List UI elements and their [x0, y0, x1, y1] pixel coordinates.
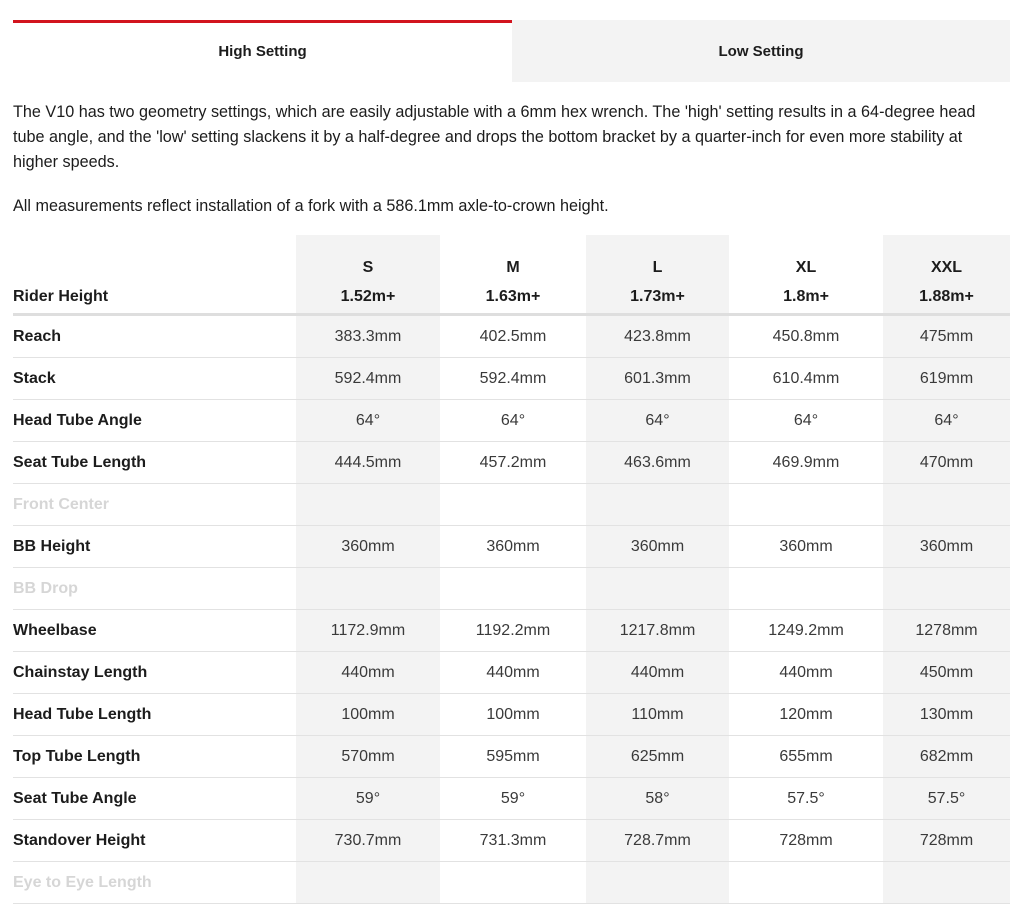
size-header-blank	[13, 235, 296, 280]
table-cell: 402.5mm	[440, 315, 586, 358]
rider-height-value: 1.73m+	[586, 280, 729, 315]
table-row	[13, 736, 1010, 778]
table-row	[13, 862, 1010, 904]
size-header: M	[506, 259, 520, 276]
size-header: L	[586, 235, 729, 280]
table-cell	[729, 568, 883, 610]
table-cell: 592.4mm	[440, 358, 586, 400]
table-row	[13, 484, 1010, 526]
table-cell: 64°	[883, 400, 1010, 442]
table-cell: 730.7mm	[296, 820, 440, 862]
table-cell	[883, 484, 1010, 526]
table-cell: 57.5°	[729, 778, 883, 820]
table-cell: 457.2mm	[440, 442, 586, 484]
row-label: Eye to Eye Length	[13, 862, 296, 904]
table-cell: 360mm	[296, 526, 440, 568]
table-cell: 469.9mm	[729, 442, 883, 484]
table-cell: 360mm	[440, 526, 586, 568]
table-cell: 64°	[296, 400, 440, 442]
table-cell: 1217.8mm	[586, 610, 729, 652]
table-cell: 440mm	[296, 652, 440, 694]
table-cell: 731.3mm	[440, 820, 586, 862]
table-cell	[296, 568, 440, 610]
table-cell: 59°	[440, 778, 586, 820]
table-cell	[296, 862, 440, 904]
table-cell: 475mm	[883, 315, 1010, 358]
rider-height-value: 1.52m+	[296, 280, 440, 315]
row-label: Top Tube Length	[13, 736, 296, 778]
table-cell: 601.3mm	[586, 358, 729, 400]
table-cell: 423.8mm	[586, 315, 729, 358]
table-cell: 595mm	[440, 736, 586, 778]
table-row	[13, 526, 1010, 568]
table-cell	[883, 862, 1010, 904]
size-header: XXL	[883, 235, 1010, 280]
table-cell: 592.4mm	[296, 358, 440, 400]
table-cell: 440mm	[729, 652, 883, 694]
table-row	[13, 568, 1010, 610]
row-label: Seat Tube Angle	[13, 778, 296, 820]
table-row	[13, 778, 1010, 820]
row-label: BB Height	[13, 526, 296, 568]
geometry-setting-tabs	[13, 20, 1010, 82]
table-row	[13, 820, 1010, 862]
table-cell	[729, 862, 883, 904]
table-cell: 100mm	[296, 694, 440, 736]
row-label: Chainstay Length	[13, 652, 296, 694]
size-header: XL	[795, 259, 817, 276]
table-cell: 360mm	[729, 526, 883, 568]
table-cell: 64°	[586, 400, 729, 442]
table-cell: 1172.9mm	[296, 610, 440, 652]
table-cell: 1192.2mm	[440, 610, 586, 652]
table-cell: 130mm	[883, 694, 1010, 736]
table-cell	[729, 484, 883, 526]
table-row	[13, 358, 1010, 400]
table-cell	[883, 568, 1010, 610]
row-label: Head Tube Length	[13, 694, 296, 736]
table-cell: 64°	[440, 400, 586, 442]
table-row	[13, 610, 1010, 652]
table-cell: 450mm	[883, 652, 1010, 694]
table-cell: 570mm	[296, 736, 440, 778]
row-label: Front Center	[13, 484, 296, 526]
table-cell: 728mm	[883, 820, 1010, 862]
geometry-table-body	[13, 315, 1010, 904]
table-cell: 682mm	[883, 736, 1010, 778]
row-label: Stack	[13, 358, 296, 400]
table-row	[13, 400, 1010, 442]
table-cell: 59°	[296, 778, 440, 820]
row-label: BB Drop	[13, 568, 296, 610]
tab-high-setting[interactable]: High Setting	[13, 20, 512, 82]
table-cell	[440, 862, 586, 904]
table-cell: 728mm	[729, 820, 883, 862]
table-cell: 440mm	[586, 652, 729, 694]
row-label: Seat Tube Length	[13, 442, 296, 484]
table-row	[13, 694, 1010, 736]
table-cell	[440, 568, 586, 610]
table-cell: 360mm	[586, 526, 729, 568]
table-cell: 728.7mm	[586, 820, 729, 862]
geometry-table	[13, 235, 1010, 904]
table-cell	[440, 484, 586, 526]
table-row	[13, 442, 1010, 484]
table-cell: 64°	[729, 400, 883, 442]
table-cell: 383.3mm	[296, 315, 440, 358]
fork-measurement-note: All measurements reflect installation of a fork with a 586.1mm axle-to-crown height.	[13, 197, 609, 215]
table-cell: 1278mm	[883, 610, 1010, 652]
table-cell: 120mm	[729, 694, 883, 736]
rider-height-label: Rider Height	[13, 280, 296, 315]
table-cell: 360mm	[883, 526, 1010, 568]
tab-low-setting[interactable]: Low Setting	[512, 20, 1010, 82]
table-cell: 58°	[586, 778, 729, 820]
row-label: Wheelbase	[13, 610, 296, 652]
size-header: S	[296, 235, 440, 280]
table-row	[13, 315, 1010, 358]
table-cell: 57.5°	[883, 778, 1010, 820]
table-cell: 1249.2mm	[729, 610, 883, 652]
table-row	[13, 652, 1010, 694]
row-label: Standover Height	[13, 820, 296, 862]
table-cell	[586, 568, 729, 610]
table-cell: 450.8mm	[729, 315, 883, 358]
table-cell: 440mm	[440, 652, 586, 694]
table-cell: 463.6mm	[586, 442, 729, 484]
table-cell	[296, 484, 440, 526]
rider-height-value: 1.88m+	[883, 280, 1010, 315]
table-cell: 610.4mm	[729, 358, 883, 400]
table-cell: 100mm	[440, 694, 586, 736]
row-label: Head Tube Angle	[13, 400, 296, 442]
table-cell: 110mm	[586, 694, 729, 736]
table-cell	[586, 862, 729, 904]
row-label: Reach	[13, 315, 296, 358]
table-cell: 444.5mm	[296, 442, 440, 484]
table-cell: 470mm	[883, 442, 1010, 484]
table-cell: 655mm	[729, 736, 883, 778]
table-cell	[586, 484, 729, 526]
table-cell: 625mm	[586, 736, 729, 778]
geometry-description: The V10 has two geometry settings, which are easily adjustable with a 6mm hex wrench. The 'high' setting results in a 64-degree head tube angle, and the 'low' setting slackens it by a half-degree and drops the bottom bracket by a quarter-inch for even more stability at higher speeds.	[13, 103, 976, 171]
size-header-row	[13, 235, 1010, 280]
rider-height-row	[13, 280, 1010, 315]
rider-height-value: 1.63m+	[440, 280, 586, 315]
rider-height-value: 1.8m+	[729, 280, 883, 315]
table-cell: 619mm	[883, 358, 1010, 400]
